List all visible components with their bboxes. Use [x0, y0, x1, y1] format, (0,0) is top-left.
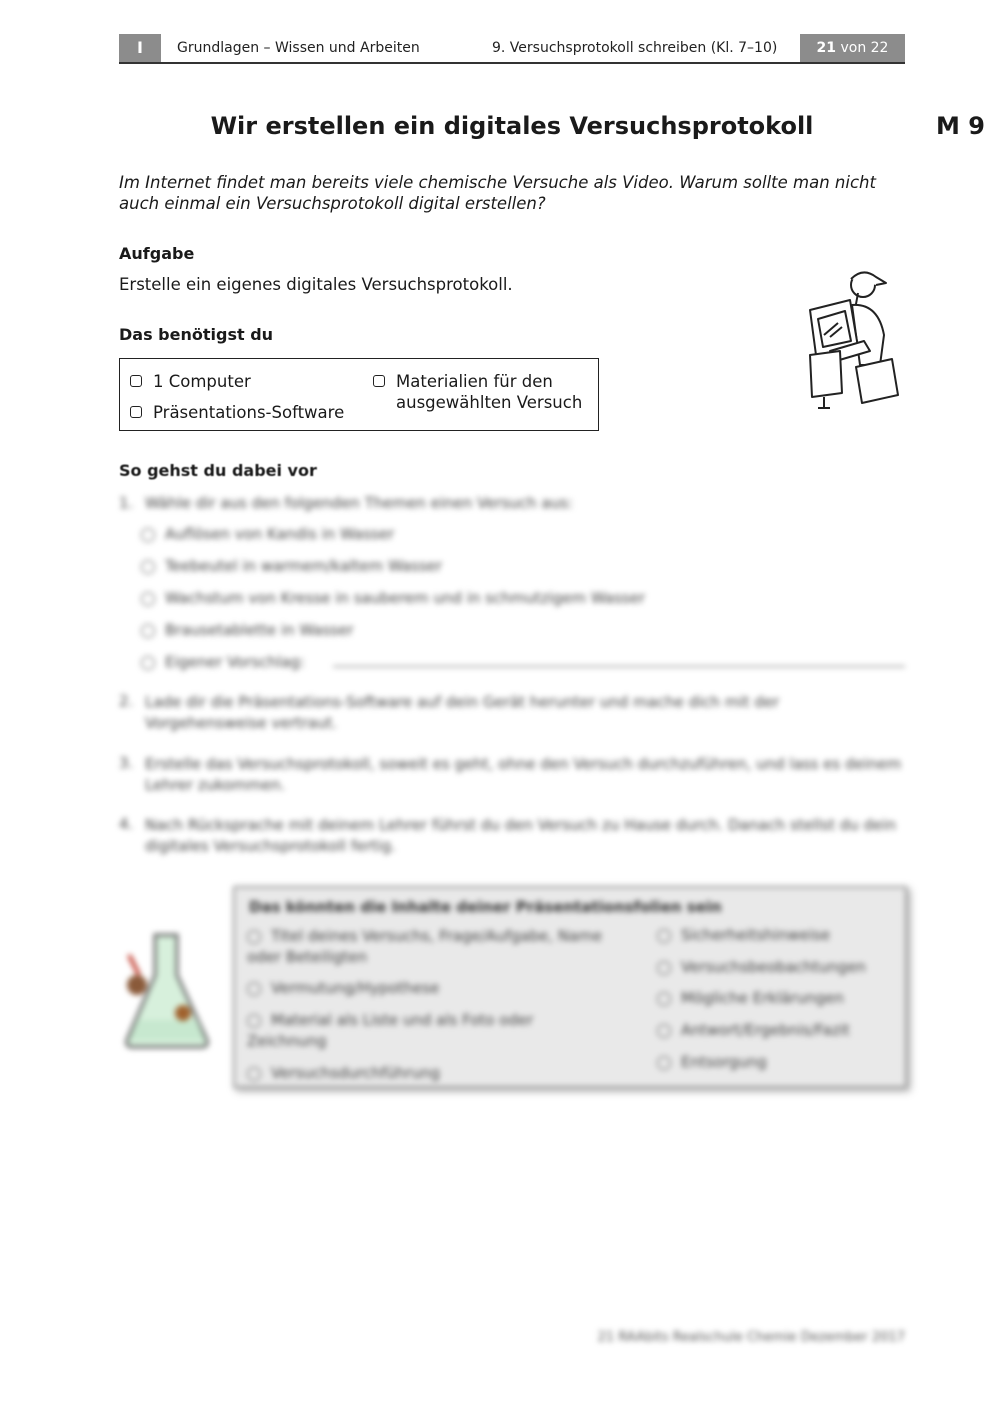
radio-icon — [657, 961, 671, 975]
radio-icon — [657, 1024, 671, 1038]
student-computer-illustration — [800, 265, 905, 410]
material-number: M 9 — [936, 112, 985, 140]
checkbox-icon — [373, 375, 385, 387]
footer-credit: 21 RAAbits Realschule Chemie Dezember 2017 — [597, 1330, 905, 1345]
page-total: von 22 — [840, 40, 889, 56]
materials-heading: Das benötigst du — [119, 325, 274, 344]
checkbox-icon — [130, 406, 142, 418]
radio-icon — [657, 1056, 671, 1070]
radio-icon — [247, 930, 261, 944]
radio-icon — [141, 592, 155, 606]
task-text: Erstelle ein eigenes digitales Versuchsprotokoll. — [119, 275, 513, 294]
material-item-software: Präsentations-Software — [153, 403, 345, 422]
section-label: I — [119, 34, 161, 62]
radio-icon — [247, 1067, 261, 1081]
series-title: Grundlagen – Wissen und Arbeiten — [177, 40, 420, 56]
checkbox-icon — [130, 375, 142, 387]
step-2-text: Lade dir die Präsentations-Software auf dein Gerät herunter und mache dich mit der Vorgehensweise vertraut. — [145, 693, 780, 732]
step-3-text: Erstelle das Versuchsprotokoll, soweit es geht, ohne den Versuch durchzuführen, und lass es deinem Lehrer zukommen. — [145, 755, 902, 794]
header-rule — [119, 62, 905, 64]
radio-icon — [247, 1014, 261, 1028]
radio-icon — [141, 560, 155, 574]
topic-item: Eigener Vorschlag: — [141, 653, 305, 671]
radio-icon — [141, 528, 155, 542]
page-title: Wir erstellen ein digitales Versuchsprotokoll — [210, 112, 814, 140]
page-current: 21 — [816, 40, 837, 56]
topic-item: Auflösen von Kandis in Wasser — [141, 525, 394, 543]
material-item-experiment: Materialien für den ausgewählten Versuch — [396, 372, 583, 412]
infobox-right-item: Mögliche Erklärungen — [657, 989, 844, 1007]
infobox-left-item: Titel deines Versuchs, Frage/Aufgabe, Name oder Beteiligten — [247, 927, 603, 966]
infobox-right-item: Sicherheitshinweise — [657, 926, 830, 944]
task-heading: Aufgabe — [119, 244, 195, 263]
proposal-line — [333, 666, 905, 667]
topic-item: Brausetablette in Wasser — [141, 621, 353, 639]
step-4-text: Nach Rücksprache mit deinem Lehrer führst du den Versuch zu Hause durch. Danach stellst du dein digitales Versuchsprotokoll fertig. — [145, 816, 896, 855]
step-1-text: Wähle dir aus den folgenden Themen einen Versuch aus: — [145, 494, 573, 512]
material-item-computer: 1 Computer — [153, 372, 251, 391]
step-number: 3. — [119, 754, 134, 772]
content-suggestions-box — [233, 886, 907, 1088]
topic-item: Wachstum von Kresse in sauberem und in schmutzigem Wasser — [141, 589, 645, 607]
infobox-heading: Das könnten die Inhalte deiner Präsentationsfolien sein — [249, 898, 722, 916]
steps-heading: So gehst du dabei vor — [119, 461, 317, 480]
radio-icon — [247, 982, 261, 996]
step-number: 2. — [119, 692, 134, 710]
intro-text: Im Internet findet man bereits viele chemische Versuche als Video. Warum sollte man nicht auch einmal ein Versuchsprotokoll digital erstellen? — [119, 173, 876, 213]
radio-icon — [657, 929, 671, 943]
infobox-right-item: Antwort/Ergebnis/Fazit — [657, 1021, 850, 1039]
step-number: 1. — [119, 494, 134, 512]
radio-icon — [657, 992, 671, 1006]
topic-item: Teebeutel in warmem/kaltem Wasser — [141, 557, 442, 575]
page-indicator — [800, 34, 905, 62]
radio-icon — [141, 624, 155, 638]
materials-box — [119, 358, 599, 431]
infobox-right-item: Versuchsbeobachtungen — [657, 958, 866, 976]
infobox-left-item: Material als Liste und als Foto oder Zeichnung — [247, 1011, 534, 1050]
unit-title: 9. Versuchsprotokoll schreiben (Kl. 7–10) — [492, 40, 778, 56]
steps-list — [119, 494, 909, 854]
flask-illustration — [115, 925, 215, 1055]
radio-icon — [141, 656, 155, 670]
infobox-right-item: Entsorgung — [657, 1053, 767, 1071]
infobox-left-item: Versuchsdurchführung — [247, 1064, 440, 1082]
step-number: 4. — [119, 815, 134, 833]
infobox-left-item: Vermutung/Hypothese — [247, 979, 439, 997]
